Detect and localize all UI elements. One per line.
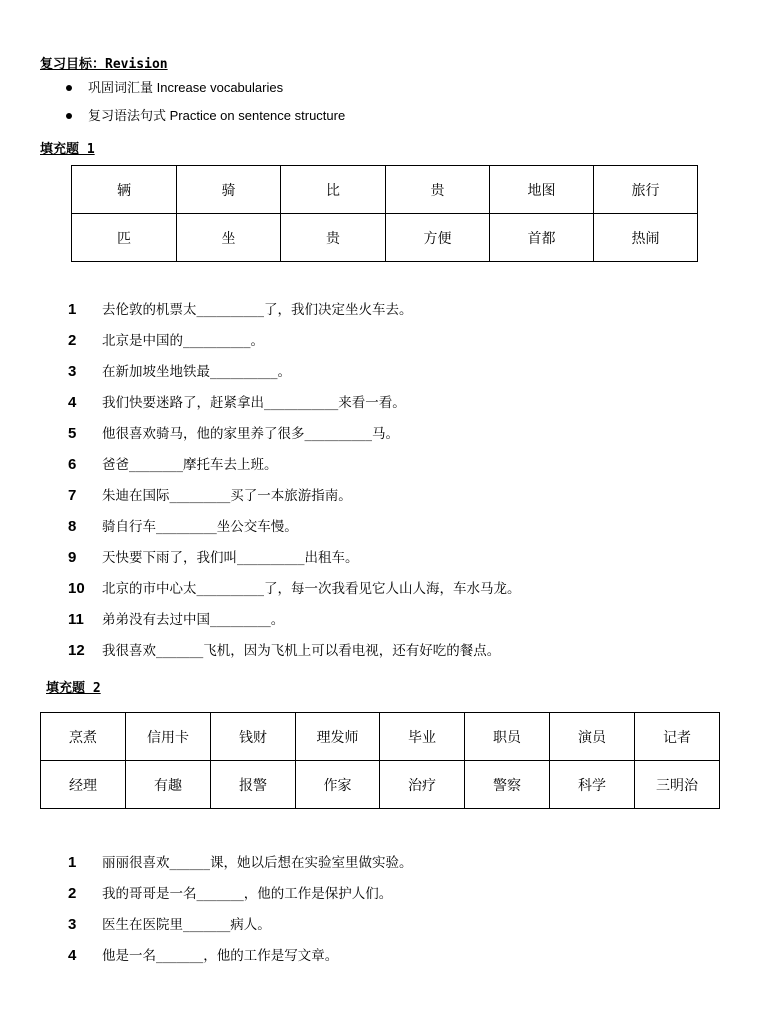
exercise1-questions	[68, 298, 521, 670]
question-text: 弟弟没有去过中国_________。	[102, 612, 285, 628]
question-text: 爸爸________摩托车去上班。	[102, 457, 278, 473]
word-bank-cell: 经理	[41, 761, 126, 809]
word-bank-cell: 烹煮	[41, 713, 126, 761]
revision-goals-list	[64, 77, 345, 133]
word-bank-row	[72, 214, 698, 262]
word-bank-cell: 三明治	[635, 761, 720, 809]
exercise2-word-bank	[40, 712, 720, 809]
word-bank-cell: 记者	[635, 713, 720, 761]
question-number: 6	[68, 456, 77, 473]
question-item	[68, 577, 521, 608]
revision-goal-vocabulary: 巩固词汇量 Increase vocabularies	[64, 77, 345, 105]
question-number: 8	[68, 518, 77, 535]
word-bank-cell: 毕业	[380, 713, 465, 761]
exercise2-heading: 填充题 2	[46, 681, 101, 696]
question-item	[68, 391, 521, 422]
word-bank-cell: 有趣	[126, 761, 211, 809]
word-bank-row	[41, 761, 720, 809]
question-number: 12	[68, 642, 85, 659]
word-bank-cell: 科学	[550, 761, 635, 809]
question-item	[68, 515, 521, 546]
question-item	[68, 422, 521, 453]
question-text: 丽丽很喜欢______课，她以后想在实验室里做实验。	[102, 855, 413, 871]
question-item	[68, 944, 413, 975]
word-bank-cell: 坐	[177, 214, 281, 262]
word-bank-cell: 地图	[490, 166, 594, 214]
word-bank-row	[41, 713, 720, 761]
word-bank-cell: 警察	[465, 761, 550, 809]
question-item	[68, 546, 521, 577]
word-bank-cell: 匹	[72, 214, 177, 262]
word-bank-cell: 旅行	[594, 166, 698, 214]
word-bank-row	[72, 166, 698, 214]
question-text: 北京是中国的__________。	[102, 333, 264, 349]
question-item	[68, 608, 521, 639]
question-text: 北京的市中心太__________了，每一次我看见它人山人海，车水马龙。	[102, 581, 521, 597]
word-bank-cell: 理发师	[296, 713, 380, 761]
question-item	[68, 851, 413, 882]
question-item	[68, 882, 413, 913]
question-number: 2	[68, 885, 77, 902]
question-text: 天快要下雨了，我们叫__________出租车。	[102, 550, 359, 566]
word-bank-cell: 报警	[211, 761, 296, 809]
word-bank-cell: 骑	[177, 166, 281, 214]
question-text: 他很喜欢骑马，他的家里养了很多__________马。	[102, 426, 399, 442]
question-text: 去伦敦的机票太__________了，我们决定坐火车去。	[102, 302, 413, 318]
word-bank-cell: 钱财	[211, 713, 296, 761]
question-text: 医生在医院里_______病人。	[102, 917, 271, 933]
word-bank-cell: 信用卡	[126, 713, 211, 761]
question-number: 4	[68, 394, 77, 411]
question-number: 1	[68, 854, 77, 871]
question-number: 9	[68, 549, 77, 566]
question-number: 7	[68, 487, 77, 504]
question-item	[68, 639, 521, 670]
question-item	[68, 298, 521, 329]
question-number: 4	[68, 947, 77, 964]
word-bank-cell: 方便	[386, 214, 490, 262]
word-bank-cell: 职员	[465, 713, 550, 761]
question-text: 我的哥哥是一名_______，他的工作是保护人们。	[102, 886, 393, 902]
word-bank-cell: 贵	[386, 166, 490, 214]
question-item	[68, 913, 413, 944]
word-bank-cell: 比	[281, 166, 386, 214]
revision-goal-sentence-structure: 复习语法句式 Practice on sentence structure	[64, 105, 345, 133]
question-text: 我们快要迷路了，赶紧拿出___________来看一看。	[102, 395, 406, 411]
question-number: 2	[68, 332, 77, 349]
question-number: 3	[68, 916, 77, 933]
word-bank-cell: 贵	[281, 214, 386, 262]
exercise1-word-bank	[71, 165, 698, 262]
question-number: 3	[68, 363, 77, 380]
exercise1-heading: 填充题 1	[40, 142, 95, 157]
question-number: 10	[68, 580, 85, 597]
question-text: 他是一名_______，他的工作是写文章。	[102, 948, 339, 964]
word-bank-cell: 治疗	[380, 761, 465, 809]
question-number: 5	[68, 425, 77, 442]
question-item	[68, 329, 521, 360]
word-bank-cell: 首都	[490, 214, 594, 262]
question-text: 骑自行车_________坐公交车慢。	[102, 519, 298, 535]
word-bank-cell: 作家	[296, 761, 380, 809]
word-bank-cell: 辆	[72, 166, 177, 214]
question-item	[68, 453, 521, 484]
question-number: 1	[68, 301, 77, 318]
question-text: 我很喜欢_______飞机，因为飞机上可以看电视，还有好吃的餐点。	[102, 643, 501, 659]
word-bank-cell: 演员	[550, 713, 635, 761]
question-item	[68, 484, 521, 515]
exercise2-questions	[68, 851, 413, 975]
question-item	[68, 360, 521, 391]
word-bank-cell: 热闹	[594, 214, 698, 262]
question-number: 11	[68, 611, 84, 628]
question-text: 在新加坡坐地铁最__________。	[102, 364, 291, 380]
revision-heading: 复习目标：Revision	[40, 57, 168, 72]
question-text: 朱迪在国际_________买了一本旅游指南。	[102, 488, 352, 504]
